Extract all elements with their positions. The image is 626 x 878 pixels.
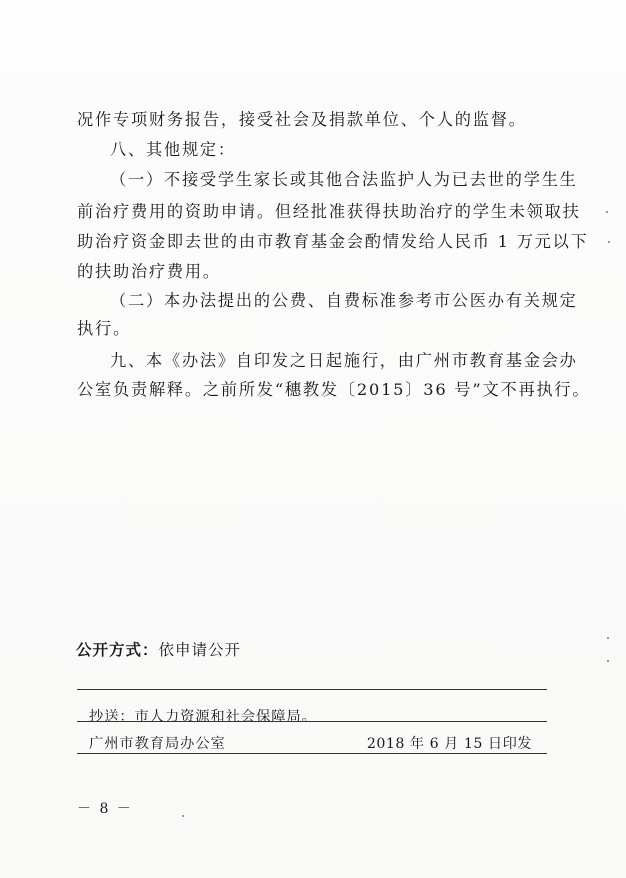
section-heading-9: 九、本《办法》自印发之日起施行，由广州市教育基金会办	[110, 351, 578, 370]
scan-speck	[608, 241, 610, 243]
issuing-office: 广州市教育局办公室	[89, 736, 226, 752]
body-line-8: 执行。	[77, 319, 131, 338]
public-mode	[76, 638, 241, 660]
body-line-10: 公室负责解释。之前所发“穗教发〔2015〕36 号”文不再执行。	[77, 380, 591, 399]
section-heading-8: 八、其他规定：	[110, 140, 236, 159]
scan-speck	[182, 815, 184, 817]
cc-line: 抄送：市人力资源和社会保障局。	[89, 709, 317, 725]
issue-date: 2018 年 6 月 15 日印发	[366, 736, 532, 752]
cc-bottom-rule	[77, 721, 547, 722]
body-line-3: （一）不接受学生家长或其他合法监护人为已去世的学生生	[110, 170, 578, 189]
scan-speck	[606, 211, 608, 213]
body-line-4: 前治疗费用的资助申请。但经批准获得扶助治疗的学生未领取扶	[77, 202, 581, 221]
page-number: － 8 －	[77, 801, 133, 817]
public-mode-label: 公开方式：	[76, 641, 159, 659]
body-line-6: 的扶助治疗费用。	[77, 262, 221, 281]
body-line-5: 助治疗资金即去世的由市教育基金会酌情发给人民币 1 万元以下	[77, 232, 589, 251]
body-line-1: 况作专项财务报告，接受社会及捐款单位、个人的监督。	[77, 110, 527, 129]
body-line-7: （二）本办法提出的公费、自费标准参考市公医办有关规定	[110, 291, 578, 310]
scan-speck	[607, 660, 609, 662]
public-mode-value: 依申请公开	[158, 641, 242, 659]
scan-speck	[607, 637, 609, 639]
cc-top-rule	[77, 689, 547, 690]
footer-bottom-rule	[77, 753, 547, 754]
